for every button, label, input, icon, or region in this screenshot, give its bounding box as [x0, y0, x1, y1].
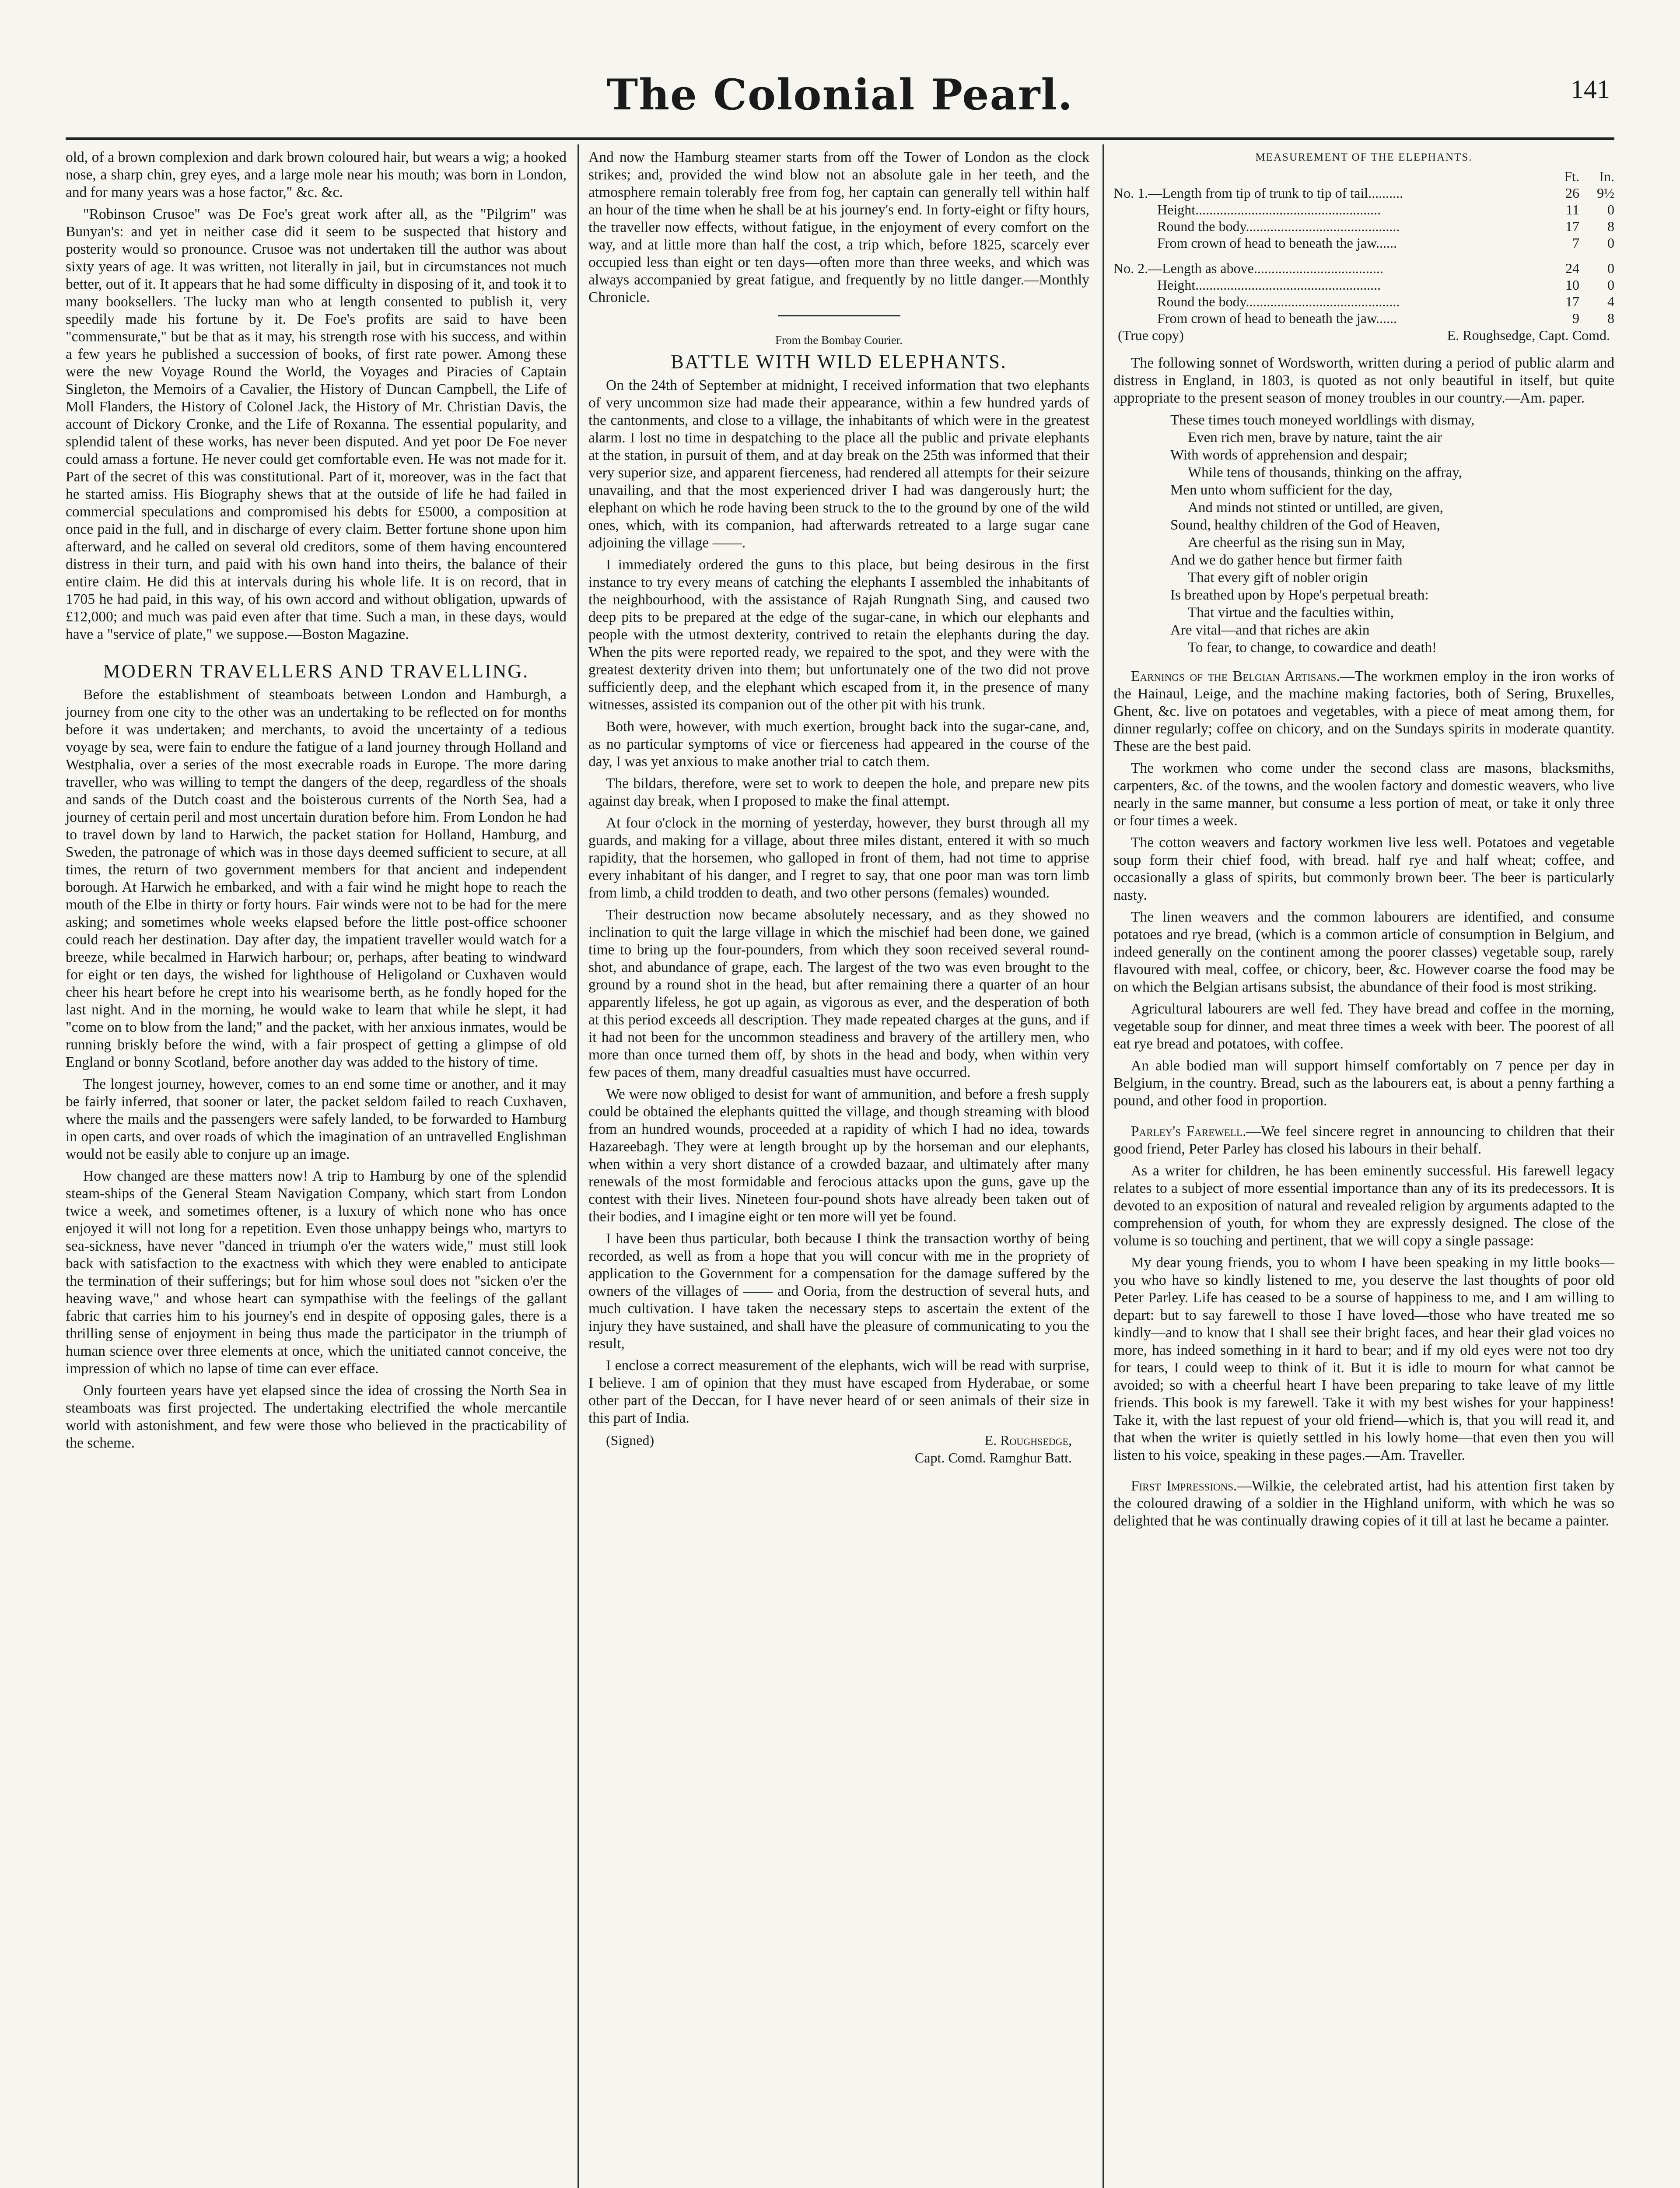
column-3	[1113, 149, 1614, 1534]
measurement-label: Height.....................................................	[1157, 202, 1381, 217]
article-paragraph: My dear young friends, you to whom I have been speaking in my little books—you who have so kindly listened to me, you deserve the last thoughts of poor old Peter Parley. Life has ceased to be a sourse of happiness to me, and I am willing to depart: but to say farewell to those I have loved—those who have treated me so kindly—and to know that I shall see their bright faces, and hear their glad voices no more, has indeed something in it hard to bear; and if my old eyes were not too dry for tears, I could weep to think of it. But it is idle to mourn for what cannot be avoided; so with a cheerful heart I have been preparing to take leave of my little friends. This book is my farewell. Take it with my best wishes for your happiness! Take it, with the last repuest of your old friend—which is, that you will read it, and that when the writer is quietly settled in his lowly home—that even then you will listen to his voice, speaking in these pages.—Am. Traveller.	[1113, 1255, 1614, 1463]
article-paragraph: An able bodied man will support himself comfortably on 7 pence per day in Belgium, in the country. Bread, such as the labourers eat, is about a penny farthing a pound, and other food in proportion.	[1113, 1058, 1614, 1109]
signed-label: (Signed)	[606, 1432, 654, 1448]
signature-block	[588, 1431, 1089, 1449]
measurement-label: From crown of head to beneath the jaw......	[1157, 310, 1397, 326]
section-divider	[778, 315, 900, 316]
sonnet-intro: The following sonnet of Wordsworth, written during a period of public alarm and distress in England, in 1803, is quoted as not only beautiful in itself, but quite appropriate to the present season of money troubles in our country.—Am. paper.	[1113, 355, 1614, 406]
measurement-label: From crown of head to beneath the jaw......	[1157, 235, 1397, 251]
true-copy-line	[1113, 326, 1614, 344]
article-paragraph: Their destruction now became absolutely necessary, and as they showed no inclination to quit the large village in which the mischief had been done, we gained time to bring up the four-pounders, from which they soon received several round-shot, and abundance of grape, each. The largest of the two was even brought to the ground by a round shot in the head, but after remaining there a quarter of an hour apparently lifeless, he got up again, as vigorous as ever, and the desperation of both at this period exceeds all description. They made repeated charges at the guns, and if it had not been for the uncommon steadiness and bravery of the artillery men, who more than once turned them off, by shots in the head and body, when within very few paces of them, many dreadful casualties must have occurred.	[588, 907, 1089, 1080]
measurement-inches: 4	[1607, 294, 1614, 309]
inches-unit: In.	[1599, 168, 1614, 184]
measurement-heading: MEASUREMENT OF THE ELEPHANTS.	[1255, 151, 1473, 163]
sonnet-line: That every gift of nobler origin	[1188, 570, 1368, 586]
sonnet-line: These times touch moneyed worldlings with dismay,	[1170, 412, 1475, 428]
masthead	[66, 66, 1614, 140]
measurement-row	[1113, 310, 1614, 326]
sonnet-line: Even rich men, brave by nature, taint the air	[1188, 430, 1442, 445]
column-2	[588, 149, 1089, 1466]
measurement-gap	[1113, 251, 1614, 260]
signature-name: E. Roughsedge,	[984, 1432, 1072, 1448]
article-paragraph: The linen weavers and the common labourers are identified, and consume potatoes and rye bread, (which is a common article of consumption in Belgium, and indeed generally on the continent among the poorer classes) vegetable soup, rarely flavoured with meal, coffee, or chicory, beer, &c. However coarse the food may be on which the Belgian artisans subsist, the abundance of their food is most striking.	[1113, 909, 1614, 995]
defoe-paragraph: "Robinson Crusoe" was De Foe's great work after all, as the "Pilgrim" was Bunyan's: and yet in neither case did it seem to be suspected that history and posterity would so pronounce. Crusoe was not undertaken till the author was about sixty years of age. It was written, not literally in jail, but in circumstances not much better, out of it. It appears that he had some difficulty in disposing of it, and took it to many booksellers. The lucky man who at length consented to publish it, very speedily made his fortune by it. De Foe's profits are said to have been "commensurate," but be that as it may, his strength rose with his success, and within a few years he published a succession of books, of first rate power. Among these were the new Voyage Round the World, the Voyages and Piracies of Captain Singleton, the Memoirs of a Cavalier, the History of Duncan Campbell, the Life of Moll Flanders, the History of Colonel Jack, the History of Mr. Christian Davis, the account of Dickory Cronke, and the Life of Roxanna. The essential popularity, and splendid talent of these works, has never been disputed. And yet poor De Foe never could amass a fortune. He never could get comfortable even. He was not made for it. Part of the secret of this was constitutional. Part of it, moreover, was in the fact that he started amiss. His Biography shews that at the outside of life he had failed in commercial speculations and compromised his debts for £5000, a composition at once paid in the full, and in discharge of every claim. Better fortune shone upon him afterward, and he called on several old creditors, some of them having encountered distress in their turn, and paid with his own hand into theirs, the balance of their entire claim. He did this at intervals during his whole life. It is on record, that in 1705 he had paid, in this way, of his own accord and without obligation, upwards of £12,000; and much was paid even after that time. Such a man, in these days, would have a "service of plate," we suppose.—Boston Magazine.	[66, 206, 567, 642]
article-paragraph: —The workmen employ in the iron works of the Hainaul, Leige, and the machine making factories, both of Sering, Bruxelles, Ghent, &c. live on potatoes and vegetables, with a piece of meat among them, for dinner regularly; coffee on chicory, and on the Sundays spirits in moderate quantity. These are the best paid.	[1113, 668, 1615, 754]
measurement-label: Round the body............................................	[1157, 218, 1400, 234]
article-paragraph: How changed are these matters now! A trip to Hamburg by one of the splendid steam-ships of the General Steam Navigation Company, which start from London twice a week, and sometimes oftener, is a luxury of which none who has once enjoyed it will not long for a repetition. Even those unhappy beings who, martyrs to sea-sickness, have never "danced in triumph o'er the waters wide," must still look back with satisfaction to the exactness with which they were enabled to anticipate the termination of their sufferings; but for him whose soul does not "sicken o'er the heaving wave," and whose heart can sympathise with the feelings of the gallant fabric that carries him to his journey's end in despite of opposing gales, there is a thrilling sense of enjoyment in being thus made the participator in the triumph of human science over three elements at once, which the unitiated cannot conceive, the impression of which no lapse of time can ever efface.	[66, 1168, 567, 1377]
signature-title: Capt. Comd. Ramghur Batt.	[914, 1450, 1072, 1466]
measurement-units-row	[1113, 168, 1614, 185]
page-number: 141	[1571, 75, 1610, 104]
measurement-row	[1113, 218, 1614, 235]
measurement-label: No. 2.—Length as above.....................................	[1113, 260, 1383, 276]
article-heading-elephants: BATTLE WITH WILD ELEPHANTS.	[671, 351, 1007, 372]
article-paragraph: The bildars, therefore, were set to work to deepen the hole, and prepare new pits against day break, when I proposed to make the final attempt.	[588, 775, 1089, 809]
measurement-feet: 10	[1565, 277, 1579, 293]
sonnet-line: Are vital—and that riches are akin	[1170, 622, 1370, 638]
article-paragraph: We were now obliged to desist for want of ammunition, and before a fresh supply could be obtained the elephants quitted the village, and though streaming with blood from an hundred wounds, proceeded at a rapidity of which I had no idea, towards Hazareebagh. They were at length brought up by the horseman and our elephants, when within a very short distance of a crowded bazaar, and ultimately after many renewals of the most formidable and ferocious attacks upon the guns, gave up the contest with their lives. Nineteen four-pound shots have already been taken out of their bodies, and I imagine eight or ten more will yet be found.	[588, 1086, 1089, 1225]
article-paragraph: The workmen who come under the second class are masons, blacksmiths, carpenters, &c. of the towns, and the woolen factory and domestic weavers, who live nearly in the same manner, but consume a less portion of meat, or take it only three or four times a week.	[1113, 760, 1614, 829]
section-title-first-impressions: First Impressions.	[1131, 1478, 1237, 1494]
newspaper-title: The Colonial Pearl.	[606, 70, 1074, 119]
measurement-label: No. 1.—Length from tip of trunk to tip of tail..........	[1113, 185, 1404, 201]
article-paragraph: Only fourteen years have yet elapsed since the idea of crossing the North Sea in steamboats was first projected. The undertaking electrified the whole mercantile world with astonishment, and few were those who believed in the practicability of the scheme.	[66, 1382, 567, 1451]
article-paragraph: I have been thus particular, both because I think the transaction worthy of being recorded, as well as from a hope that you will concur with me in the propriety of application to the Government for a compensation for the damage suffered by the owners of the villages of —— and Ooria, from the destruction of several huts, and much cultivation. I have taken the necessary steps to ascertain the extent of the injury they have sustained, and shall have the pleasure of communicating to you the result,	[588, 1231, 1089, 1352]
masthead-rule	[66, 137, 1614, 140]
article-paragraph: Agricultural labourers are well fed. They have bread and coffee in the morning, vegetable soup for dinner, and meat three times a week with beer. The poorest of all eat rye bread and potatoes, with coffee.	[1113, 1001, 1614, 1052]
true-copy-signature: E. Roughsedge, Capt. Comd.	[1447, 327, 1610, 343]
measurement-row	[1113, 277, 1614, 293]
sonnet-line: With words of apprehension and despair;	[1170, 447, 1408, 463]
sonnet-line: To fear, to change, to cowardice and death!	[1188, 640, 1437, 656]
sonnet	[1170, 411, 1614, 656]
article-paragraph: —We feel sincere regret in announcing to children that their good friend, Peter Parley has closed his labours in their behalf.	[1113, 1123, 1614, 1157]
sonnet-line: Sound, healthy children of the God of Heaven,	[1170, 517, 1440, 533]
measurement-label: Height.....................................................	[1157, 277, 1381, 293]
article-paragraph: As a writer for children, he has been eminently successful. His farewell legacy relates to a subject of more essential importance than any of its its predecessors. It is devoted to an exposition of natural and revealed religion by arguments adapted to the comprehension of youth, for whom they are expressly designed. The close of the volume is so touching and pertinent, that we will copy a single passage:	[1113, 1163, 1614, 1249]
measurement-feet: 9	[1572, 310, 1579, 326]
article-paragraph: And now the Hamburg steamer starts from off the Tower of London as the clock strikes; and, provided the wind blow not an absolute gale in her teeth, and the atmosphere remain tolerably free from fog, her captain can generally tell within half an hour of the time when he shall be at his journey's end. In forty-eight or fifty hours, the traveller now effects, without fatigue, in the enjoyment of every comfort on the way, and at little more than half the cost, a trip which, before 1825, scarcely ever occupied less than eight or ten days—often more than three weeks, and which was always accompanied by great fatigue, and frequently by no little danger.—Monthly Chronicle.	[588, 149, 1089, 305]
article-paragraph: Before the establishment of steamboats between London and Hamburgh, a journey from one city to the other was an undertaking to be reflected on for months before it was undertaken; and merchants, to avoid the uncertainty of a tedious voyage by sea, were fain to endure the fatigue of a land journey through Holland and Westphalia, over a series of the most execrable roads in Europe. The more daring traveller, who was willing to tempt the dangers of the deep, regardless of the shoals and sands of the Dutch coast and the boisterous currents of the North Sea, had a journey of certain peril and most uncertain duration before him. From London he had to travel down by land to Harwich, the packet station for Holland, Hamburg, and Sweden, the patronage of which was in those days deemed sufficient to secure, at all times, the return of two government members for that ancient and independent borough. At Harwich he embarked, and with a fair wind he might hope to reach the mouth of the Elbe in thirty or forty hours. Fair winds were not to be had for the mere asking; and sometimes whole weeks elapsed before the little post-office schooner could reach her destination. Day after day, the impatient traveller would watch for a breeze, while becalmed in Harwich harbour; or, perhaps, after beating to windward for eight or ten days, the wished for lighthouse of Heligoland or Cuxhaven would cheer his heart before he crept into his wearisome berth, as he fondly hoped for the last night. And in the morning, he would wake to learn that while he slept, it had "come on to blow from the land;" and the packet, with her anxious inmates, would be running briskly before the wind, with a fair prospect of getting a glimpse of old England or bonny Scotland, before another day was added to the history of time.	[66, 687, 567, 1070]
measurement-feet: 24	[1565, 260, 1579, 276]
sonnet-line: Are cheerful as the rising sun in May,	[1188, 535, 1405, 551]
measurement-label: Round the body............................................	[1157, 294, 1400, 309]
measurement-inches: 8	[1607, 218, 1614, 234]
measurement-inches: 0	[1607, 277, 1614, 293]
true-copy-label: (True copy)	[1118, 327, 1184, 343]
article-heading-modern-travellers: MODERN TRAVELLERS AND TRAVELLING.	[103, 660, 529, 682]
measurement-table	[1113, 185, 1614, 326]
measurement-row	[1113, 185, 1614, 201]
measurement-feet: 17	[1565, 218, 1579, 234]
sonnet-line: Men unto whom sufficient for the day,	[1170, 482, 1393, 498]
measurement-feet: 17	[1565, 294, 1579, 309]
measurement-inches: 0	[1607, 202, 1614, 217]
column-divider	[578, 144, 579, 2188]
article-paragraph: The longest journey, however, comes to an end some time or another, and it may be fairly inferred, that sooner or later, the packet seldom failed to reach Cuxhaven, where the mails and the passengers were safely landed, to be forwarded to Hamburg in open carts, and over roads of which the imagination of an untravelled Englishman would not be easily able to conjure up an image.	[66, 1076, 567, 1162]
source-line: From the Bombay Courier.	[775, 333, 903, 347]
measurement-row	[1113, 235, 1614, 251]
article-paragraph: Both were, however, with much exertion, brought back into the sugar-cane, and, as no particular symptoms of vice or fierceness had appeared in the course of the day, I was yet anxious to make another trial to catch them.	[588, 719, 1089, 770]
measurement-row	[1113, 260, 1614, 277]
article-paragraph: —Wilkie, the celebrated artist, had his attention first taken by the coloured drawing of a soldier in the Highland uniform, with which he was so delighted that he was continually drawing copies of it till at last he became a painter.	[1113, 1478, 1614, 1529]
measurement-inches: 0	[1607, 260, 1614, 276]
sonnet-line: Is breathed upon by Hope's perpetual breath:	[1170, 587, 1429, 603]
sonnet-line: While tens of thousands, thinking on the affray,	[1188, 465, 1462, 480]
feet-unit: Ft.	[1564, 168, 1579, 184]
measurement-row	[1113, 201, 1614, 218]
column-divider	[1102, 144, 1104, 2188]
sonnet-line: That virtue and the faculties within,	[1188, 605, 1394, 621]
measurement-inches: 8	[1607, 310, 1614, 326]
sonnet-line: And we do gather hence but firmer faith	[1170, 552, 1403, 568]
section-title-belgian: Earnings of the Belgian Artisans.	[1131, 668, 1340, 684]
measurement-row	[1113, 293, 1614, 310]
sonnet-line: And minds not stinted or untilled, are given,	[1188, 500, 1443, 515]
article-paragraph: I immediately ordered the guns to this place, but being desirous in the first instance to try every means of catching the elephants I assembled the inhabitants of the neighbourhood, with the assistance of Rajah Rungnath Sing, and caused two deep pits to be prepared at the edge of the sugar-cane, in which our elephants and people with the utmost dexterity, contrived to retain the elephants during the day. When the pits were reported ready, we repaired to the spot, and they were with the greatest dexterity driven into them; but unfortunately one of the two did not prove sufficiently deep, and the elephant which escaped from it, in the presence of many witnesses, assisted its companion out of the other pit with his trunk.	[588, 557, 1089, 713]
article-paragraph: On the 24th of September at midnight, I received information that two elephants of very uncommon size had made their appearance, within a few hundred yards of the cantonments, and close to a village, the inhabitants of which were in the greatest alarm. I lost no time in despatching to the place all the public and private elephants at the station, in pursuit of them, and at day break on the 25th was informed that their very superior size, and apparent fierceness, had rendered all attempts for their seizure unavailing, and that the most experienced driver I had was dangerously hurt; the elephant on which he rode having been struck to the to the ground by one of the wild ones, which, with its companion, had afterwards retreated to a large sugar cane adjoining the village ——.	[588, 377, 1089, 551]
article-paragraph: I enclose a correct measurement of the elephants, wich will be read with surprise, I believe. I am of opinion that they must have escaped from Hyderabae, or some other part of the Deccan, for I have never heard of or seen animals of their size in this part of India.	[588, 1357, 1089, 1426]
article-paragraph: At four o'clock in the morning of yesterday, however, they burst through all my guards, and making for a village, about three miles distant, entered it with so much rapidity, that the horsemen, who galloped in front of them, had not time to apprise every inhabitant of his danger, and I regret to say, that one poor man was torn limb from limb, a child trodden to death, and two other persons (females) wounded.	[588, 815, 1089, 901]
measurement-inches: 9½	[1597, 185, 1614, 201]
column-1	[66, 149, 567, 1456]
section-title-parley: Parley's Farewell.	[1131, 1123, 1246, 1140]
measurement-feet: 26	[1565, 185, 1579, 201]
measurement-feet: 7	[1572, 235, 1579, 251]
article-paragraph: The cotton weavers and factory workmen live less well. Potatoes and vegetable soup form their chief food, with bread. half rye and half wheat; coffee, and occasionally a glass of spirits, but commonly brown beer. The beer is particularly nasty.	[1113, 835, 1614, 903]
defoe-paragraph: old, of a brown complexion and dark brown coloured hair, but wears a wig; a hooked nose, a sharp chin, grey eyes, and a large mole near his mouth; was born in London, and for many years was a hose factor," &c. &c.	[66, 149, 567, 200]
measurement-inches: 0	[1607, 235, 1614, 251]
measurement-feet: 11	[1566, 202, 1579, 217]
